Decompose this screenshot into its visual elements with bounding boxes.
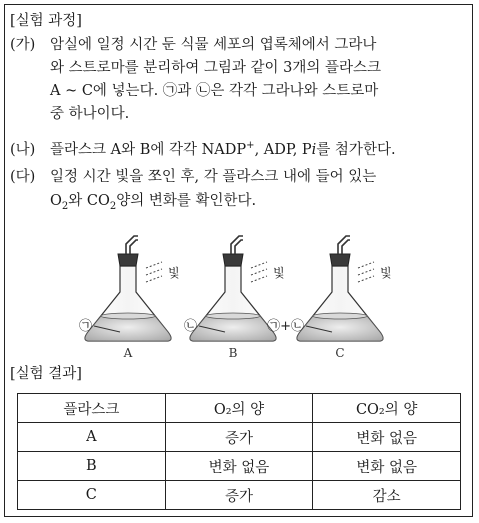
light-ray [146,262,162,268]
flask-letter: C [335,346,345,360]
step-ga-line2: 와 스트로마를 분리하여 그림과 같이 3개의 플라스크 [50,60,382,76]
cell-flask: A [18,423,166,452]
stopper [118,254,138,266]
process-heading: [실험 과정] [10,13,82,29]
header-o2: O₂의 양 [165,394,313,423]
cell-flask: C [18,481,166,510]
step-da-line2: $O_2$와 $CO_2$양의 변화를 확인한다. [50,193,257,212]
flask-letter: A [123,346,133,360]
light-label: 빛 [168,266,180,280]
step-na-label: (나) [10,142,36,158]
liquid-surface [206,313,260,319]
step-na-text: 플라스크 A와 B에 각각 NADP+, ADP, Pi를 첨가한다. [50,140,396,158]
step-da-line1: 일정 시간 빛을 쪼인 후, 각 플라스크 내에 들어 있는 [50,169,377,185]
light-ray [146,276,162,282]
table-row [18,452,461,481]
stopper [223,254,243,266]
flask-content-label: ㉠ [78,319,92,334]
flask-liquid [297,316,383,341]
cell-o2: 증가 [165,423,313,452]
cell-co2: 감소 [313,481,461,510]
flask-b [184,236,285,360]
light-ray [251,276,267,282]
table-row [18,423,461,452]
step-ga-line4: 중 하나이다. [50,106,130,122]
light-ray [358,262,374,268]
step-ga-line1: 암실에 일정 시간 둔 식물 세포의 엽록체에서 그라나 [50,37,377,53]
light-ray [358,276,374,282]
light-ray [146,269,162,275]
cell-co2: 변화 없음 [313,452,461,481]
flask-letter: B [228,346,238,360]
flask-liquid [85,316,171,341]
light-ray [251,262,267,268]
cell-flask: B [18,452,166,481]
light-ray [251,269,267,275]
step-da-label: (다) [10,169,36,185]
light-label: 빛 [380,266,392,280]
liquid-surface [101,313,155,319]
header-co2: CO₂의 양 [313,394,461,423]
light-label: 빛 [273,266,285,280]
flask-a [79,236,180,360]
step-ga-line3: A ~ C에 넣는다. ㉠과 ㉡은 각각 그라나와 스트로마 [50,83,379,99]
cell-o2: 변화 없음 [165,452,313,481]
cell-o2: 증가 [165,481,313,510]
stopper [330,254,350,266]
table-header-row [18,394,461,423]
flask-content-label: ㉡ [183,319,197,334]
light-ray [358,269,374,275]
results-table [17,393,461,510]
results-heading: [실험 결과] [10,366,82,382]
liquid-surface [313,313,367,319]
header-flask: 플라스크 [18,394,166,423]
table-row [18,481,461,510]
flask-content-label: ㉠+㉡ [267,319,304,334]
flask-c [267,236,392,360]
cell-co2: 변화 없음 [313,423,461,452]
step-ga-label: (가) [10,37,36,53]
flask-liquid [190,316,276,341]
